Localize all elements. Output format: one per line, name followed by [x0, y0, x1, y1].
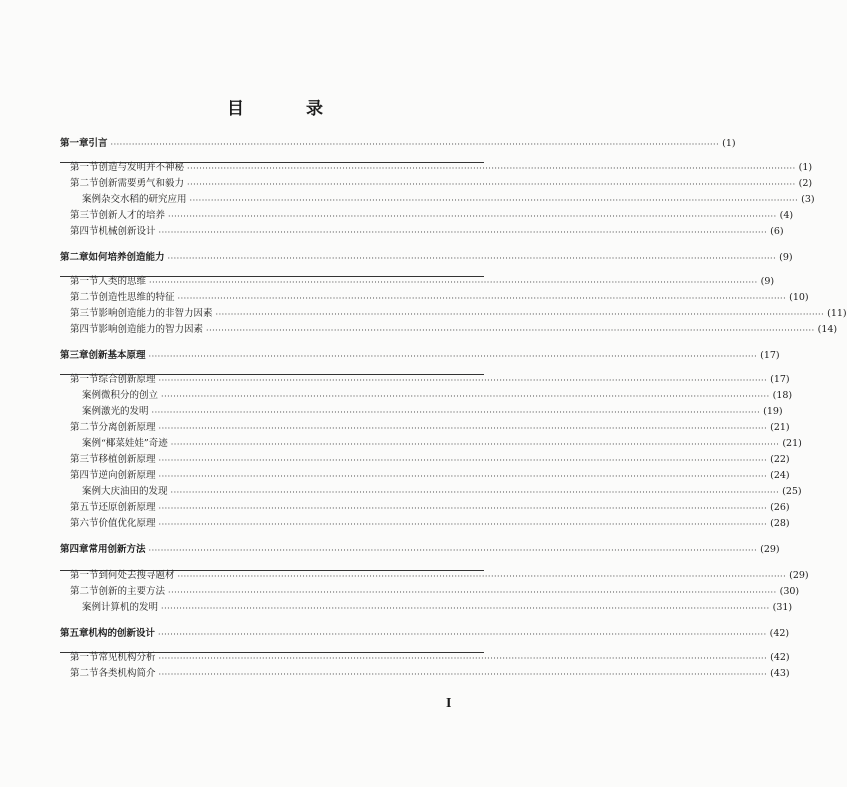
chapter-divider	[60, 652, 484, 653]
entry-page-number: (14)	[817, 324, 838, 335]
toc-case-entry[interactable]	[60, 436, 802, 450]
dot-leader: ········································································································································································································	[215, 310, 825, 319]
dot-leader: ········································································································································································································	[148, 352, 758, 361]
entry-title: 移植创新原理	[98, 454, 156, 465]
entry-label: 第五节	[70, 502, 99, 513]
entry-page-number: (43)	[770, 668, 790, 679]
entry-title: 机构的创新设计	[88, 628, 156, 639]
entry-title: 微积分的创立	[101, 390, 159, 401]
toc-section-entry[interactable]	[60, 290, 809, 304]
entry-label: 第二节	[70, 586, 99, 597]
toc-section-entry[interactable]	[60, 208, 794, 222]
entry-title: 创新的主要方法	[98, 586, 166, 597]
entry-page-number: (21)	[782, 438, 802, 449]
entry-label: 第四节	[70, 226, 99, 237]
entry-page-number: (1)	[722, 138, 736, 149]
entry-label: 第四节	[70, 324, 99, 335]
toc-section-entry[interactable]	[60, 516, 790, 530]
entry-page-number: (17)	[770, 374, 790, 385]
entry-title: 价值优化原理	[98, 518, 156, 529]
toc-section-entry[interactable]	[60, 500, 790, 514]
toc-case-entry[interactable]	[60, 388, 793, 402]
dot-leader: ········································································································································································································	[206, 326, 815, 335]
toc-chapter-entry[interactable]	[60, 136, 736, 150]
entry-label: 第二节	[70, 178, 99, 189]
entry-label: 案例	[82, 390, 102, 401]
entry-page-number: (2)	[798, 178, 813, 189]
page-title: 目 录	[227, 99, 351, 119]
dot-leader: ········································································································································································································	[187, 180, 796, 189]
toc-section-entry[interactable]	[60, 176, 813, 190]
toc-chapter-entry[interactable]	[60, 250, 793, 264]
entry-label: 第二节	[70, 668, 99, 679]
entry-title: 影响创造能力的智力因素	[98, 324, 204, 335]
entry-page-number: (1)	[798, 162, 813, 173]
dot-leader: ········································································································································································································	[151, 408, 761, 417]
entry-page-number: (21)	[770, 422, 790, 433]
entry-page-number: (42)	[769, 628, 790, 639]
entry-page-number: (9)	[760, 276, 775, 287]
toc-section-entry[interactable]	[60, 322, 838, 336]
entry-label: 第三节	[70, 210, 99, 221]
dot-leader: ········································································································································································································	[158, 376, 768, 385]
entry-page-number: (11)	[827, 308, 847, 319]
toc-section-entry[interactable]	[60, 468, 790, 482]
dot-leader: ········································································································································································································	[158, 228, 768, 237]
toc-case-entry[interactable]	[60, 192, 815, 206]
entry-title: 人类的思维	[98, 276, 147, 287]
dot-leader: ········································································································································································································	[187, 164, 796, 173]
entry-title: 常用创新方法	[88, 544, 146, 555]
entry-page-number: (29)	[760, 544, 780, 555]
entry-title: 大庆油田的发现	[101, 486, 168, 497]
dot-leader: ········································································································································································································	[161, 392, 770, 401]
entry-label: 第三章	[60, 350, 89, 361]
entry-page-number: (25)	[782, 486, 802, 497]
entry-title: 影响创造能力的非智力因素	[98, 308, 213, 319]
dot-leader: ········································································································································································································	[158, 504, 768, 513]
dot-leader: ········································································································································································································	[110, 140, 720, 149]
entry-page-number: (22)	[770, 454, 790, 465]
page-number: I	[446, 696, 452, 711]
dot-leader: ········································································································································································································	[168, 588, 777, 597]
dot-leader: ········································································································································································································	[158, 520, 768, 529]
entry-label: 第一节	[70, 276, 99, 287]
chapter-divider	[60, 374, 484, 375]
entry-title: 激光的发明	[101, 406, 149, 417]
entry-page-number: (6)	[770, 226, 784, 237]
entry-label: 第四章	[60, 544, 89, 555]
entry-title: 还原创新原理	[98, 502, 156, 513]
toc-section-entry[interactable]	[60, 584, 800, 598]
toc-section-entry[interactable]	[60, 420, 790, 434]
entry-label: 案例	[82, 602, 102, 613]
entry-title: 逆向创新原理	[98, 470, 156, 481]
entry-label: 案例	[82, 406, 102, 417]
chapter-divider	[60, 162, 484, 163]
toc-chapter-entry[interactable]	[60, 348, 780, 362]
dot-leader: ········································································································································································································	[158, 472, 768, 481]
entry-label: 第五章	[60, 628, 89, 639]
entry-page-number: (29)	[789, 570, 809, 581]
dot-leader: ········································································································································································································	[161, 604, 770, 613]
entry-page-number: (4)	[779, 210, 794, 221]
dot-leader: ········································································································································································································	[170, 488, 780, 497]
entry-title: 引言	[88, 138, 108, 149]
entry-page-number: (9)	[779, 252, 793, 263]
entry-page-number: (30)	[779, 586, 800, 597]
entry-title: 分离创新原理	[98, 422, 156, 433]
entry-label: 第二节	[70, 292, 99, 303]
entry-title: 计算机的发明	[101, 602, 159, 613]
entry-label: 第二章	[60, 252, 89, 263]
dot-leader: ········································································································································································································	[149, 278, 758, 287]
entry-title: 创新基本原理	[88, 350, 146, 361]
entry-title: 杂交水稻的研究应用	[101, 194, 187, 205]
entry-label: 第三节	[70, 454, 99, 465]
entry-label: 第一节	[70, 162, 99, 173]
entry-page-number: (31)	[772, 602, 793, 613]
entry-label: 第一章	[60, 138, 89, 149]
entry-page-number: (10)	[789, 292, 809, 303]
toc-case-entry[interactable]	[60, 404, 783, 418]
entry-label: 第一节	[70, 652, 99, 663]
entry-page-number: (24)	[770, 470, 790, 481]
dot-leader: ········································································································································································································	[158, 424, 768, 433]
entry-title: 如何培养创造能力	[88, 252, 165, 263]
dot-leader: ········································································································································································································	[177, 572, 787, 581]
entry-page-number: (17)	[760, 350, 780, 361]
entry-title: 创新需要勇气和毅力	[98, 178, 185, 189]
entry-page-number: (18)	[772, 390, 793, 401]
entry-label: 第六节	[70, 518, 99, 529]
entry-title: 创造与发明并不神秘	[98, 162, 185, 173]
toc-section-entry[interactable]	[60, 666, 790, 680]
toc-section-entry[interactable]	[60, 452, 790, 466]
entry-page-number: (26)	[770, 502, 790, 513]
entry-title: 创新人才的培养	[98, 210, 166, 221]
entry-label: 第一节	[70, 570, 99, 581]
entry-title: 到何处去搜寻题材	[98, 570, 175, 581]
dot-leader: ········································································································································································································	[177, 294, 787, 303]
toc-case-entry[interactable]	[60, 600, 793, 614]
entry-label: 案例	[82, 194, 102, 205]
entry-label: 第三节	[70, 308, 99, 319]
toc-chapter-entry[interactable]	[60, 626, 790, 640]
dot-leader: ········································································································································································································	[158, 630, 767, 639]
dot-leader: ········································································································································································································	[158, 670, 768, 679]
entry-page-number: (3)	[801, 194, 815, 205]
dot-leader: ········································································································································································································	[158, 654, 768, 663]
entry-page-number: (19)	[763, 406, 783, 417]
toc-section-entry[interactable]	[60, 306, 847, 320]
entry-title: 综合创新原理	[98, 374, 156, 385]
dot-leader: ········································································································································································································	[168, 212, 777, 221]
entry-title: 机械创新设计	[98, 226, 156, 237]
entry-page-number: (28)	[770, 518, 790, 529]
entry-label: 案例	[82, 438, 102, 449]
toc-chapter-entry[interactable]	[60, 542, 780, 556]
entry-title: 常见机构分析	[98, 652, 156, 663]
entry-label: 第四节	[70, 470, 99, 481]
dot-leader: ········································································································································································································	[189, 196, 799, 205]
toc-section-entry[interactable]	[60, 224, 784, 238]
chapter-divider	[60, 276, 484, 277]
entry-title: 各类机构简介	[98, 668, 156, 679]
entry-label: 第一节	[70, 374, 99, 385]
entry-title: “椰菜娃娃”奇迹	[101, 438, 168, 449]
dot-leader: ········································································································································································································	[170, 440, 780, 449]
entry-title: 创造性思维的特征	[98, 292, 175, 303]
entry-label: 第二节	[70, 422, 99, 433]
dot-leader: ········································································································································································································	[167, 254, 777, 263]
chapter-divider	[60, 570, 484, 571]
toc-case-entry[interactable]	[60, 484, 802, 498]
dot-leader: ········································································································································································································	[158, 456, 768, 465]
entry-page-number: (42)	[770, 652, 790, 663]
entry-label: 案例	[82, 486, 102, 497]
dot-leader: ········································································································································································································	[148, 546, 758, 555]
